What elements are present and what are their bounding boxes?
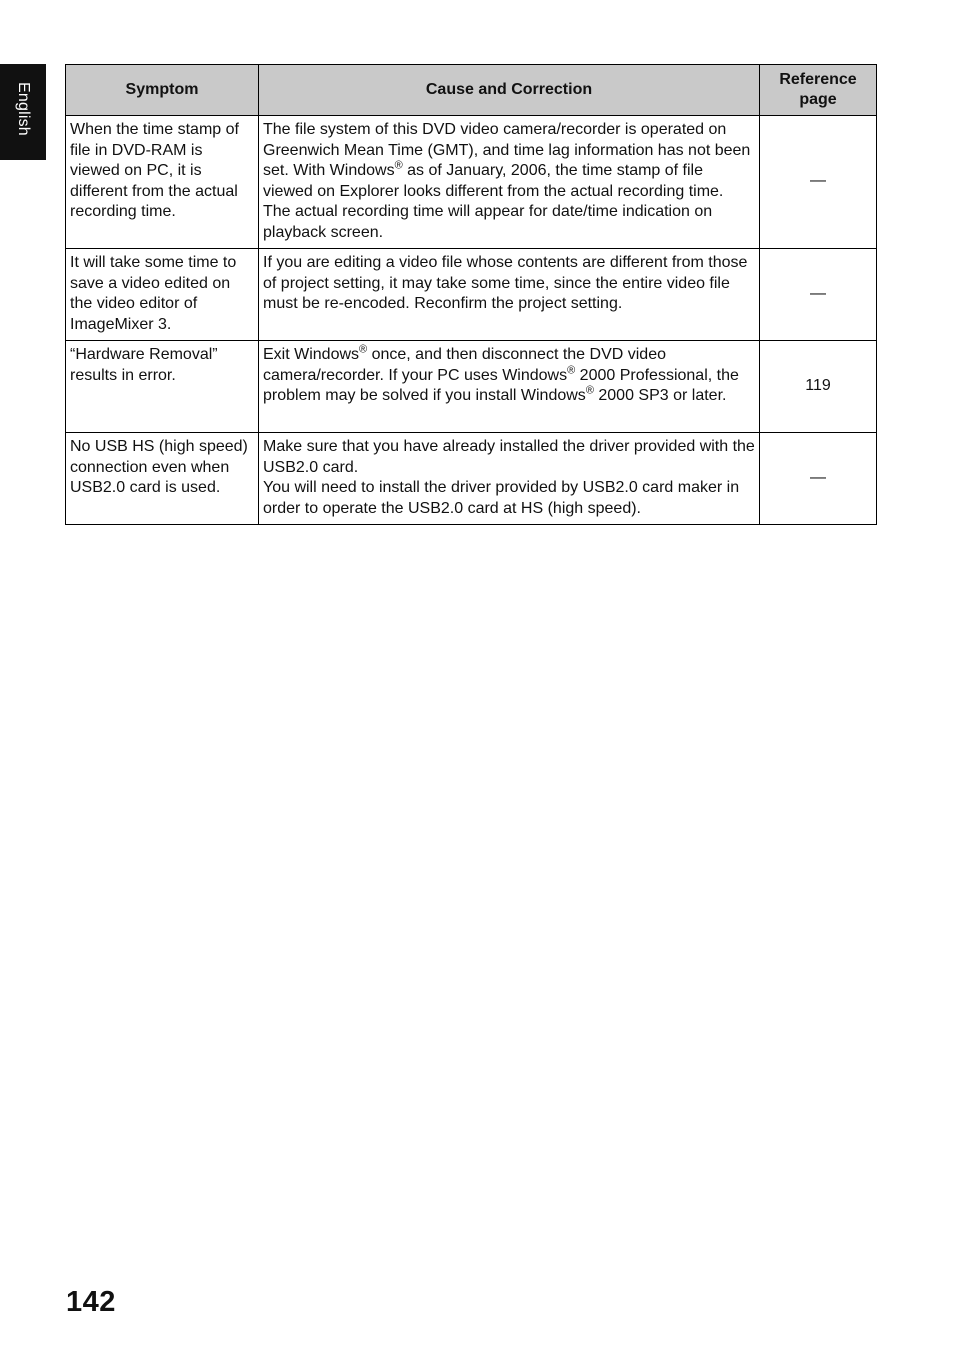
header-reference-page — [760, 65, 877, 116]
symptom-cell: “Hardware Removal” results in error. — [66, 341, 259, 433]
cause-text: Exit Windows — [263, 346, 360, 363]
language-tab-label: English — [15, 82, 32, 136]
symptom-cell: No USB HS (high speed) connection even when USB2.0 card is used. — [66, 433, 259, 525]
troubleshooting-table — [65, 64, 877, 525]
header-cause-and-correction: Cause and Correction — [259, 65, 760, 116]
language-tab — [0, 64, 46, 160]
registered-mark: ® — [567, 364, 576, 377]
cause-text: 2000 SP3 or later. — [593, 387, 727, 404]
cause-text: 2000 Professional, the problem may be solved if you install Windows — [263, 366, 739, 404]
cause-line: You will need to install the driver provided by USB2.0 card maker in order to operate the USB2.0 card at HS (high speed). — [263, 479, 740, 517]
table-row — [66, 116, 877, 249]
symptom-cell: It will take some time to save a video edited on the video editor of ImageMixer 3. — [66, 249, 259, 341]
registered-mark: ® — [359, 343, 368, 356]
reference-cell: — — [760, 433, 877, 525]
registered-mark: ® — [394, 159, 403, 172]
header-symptom: Symptom — [66, 65, 259, 116]
cause-text: once, and then disconnect the DVD video camera/recorder. If your PC uses Windows — [263, 346, 666, 384]
reference-cell: — — [760, 116, 877, 249]
reference-cell: 119 — [760, 341, 877, 433]
symptom-cell: When the time stamp of file in DVD-RAM is viewed on PC, it is different from the actual recording time. — [66, 116, 259, 249]
cause-cell: If you are editing a video file whose contents are different from those of project setting, it may take some time, since the entire video file must be re-encoded. Reconfirm the project setting. — [259, 249, 760, 341]
table-row — [66, 341, 877, 433]
table-header-row — [66, 65, 877, 116]
table-row — [66, 249, 877, 341]
reference-cell: — — [760, 249, 877, 341]
header-reference-page-label: Reference page — [779, 70, 857, 108]
cause-text: as of January, 2006, the time stamp of file viewed on Explorer looks different from the actual recording time. The actual recording time will appear for date/time indication on playback screen. — [263, 162, 724, 241]
cause-cell — [259, 433, 760, 525]
cause-cell — [259, 341, 760, 433]
registered-mark: ® — [585, 384, 594, 397]
table-row — [66, 433, 877, 525]
page-number: 142 — [66, 1286, 116, 1318]
cause-cell — [259, 116, 760, 249]
cause-text: The file system of this DVD video camera/recorder is operated on Greenwich Mean Time (GMT), and time lag information has not been set. With Windows — [263, 121, 751, 179]
cause-line: Make sure that you have already installed the driver provided with the USB2.0 card. — [263, 438, 755, 476]
